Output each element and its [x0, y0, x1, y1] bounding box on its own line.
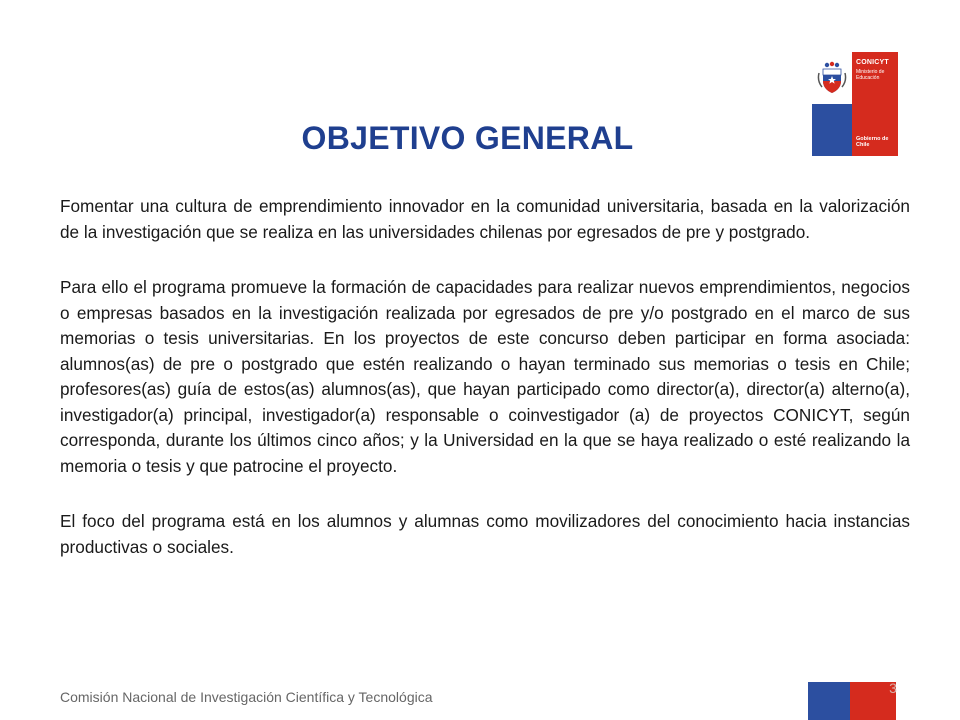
logo-subtitle [856, 69, 884, 81]
paragraph-1: Fomentar una cultura de emprendimiento innovador en la comunidad universitaria, basada en la valorización de la investigación que se realiza en las universidades chilenas por egresados de pre y postgrado. [60, 196, 910, 242]
logo-subtitle-line1: Ministerio de [856, 69, 885, 75]
logo-brand: CONICYT [856, 59, 889, 66]
logo-subtitle-line2: Educación [856, 75, 880, 81]
coat-of-arms-icon [817, 61, 847, 95]
paragraph-2: Para ello el programa promueve la formación de capacidades para realizar nuevos emprendimientos, negocios o empresas basados en la investigación realizada por egresados de pre y/o postgrado en el marco de sus memorias o tesis universitarias. En los proyectos de este concurso deben participar en forma asociada: alumnos(as) de pre o postgrado que estén realizando o hayan terminado sus memorias o tesis en Chile; profesores(as) guía de estos(as) alumnos(as), que hayan participado como director(a), director(a) alterno(a), investigador(a) principal, investigador(a) responsable o coinvestigador (a) de proyectos CONICYT, según corresponda, durante los últimos cinco años; y la Universidad en la que se haya realizado o esté realizando la memoria o tesis y que patrocine el proyecto. [60, 277, 910, 476]
footer-organization: Comisión Nacional de Investigación Científica y Tecnológica [60, 689, 433, 705]
paragraph-3: El foco del programa está en los alumnos y alumnas como movilizadores del conocimiento hacia instancias productivas o sociales. [60, 511, 910, 557]
logo-crest-area [812, 52, 852, 104]
slide-title: OBJETIVO GENERAL [301, 120, 634, 156]
logo-government: Gobierno de Chile [856, 136, 889, 148]
footer-flag-bar [808, 682, 896, 720]
body-text [60, 194, 910, 590]
footer-bar-blue [808, 682, 850, 720]
page-number: 3 [889, 680, 897, 696]
